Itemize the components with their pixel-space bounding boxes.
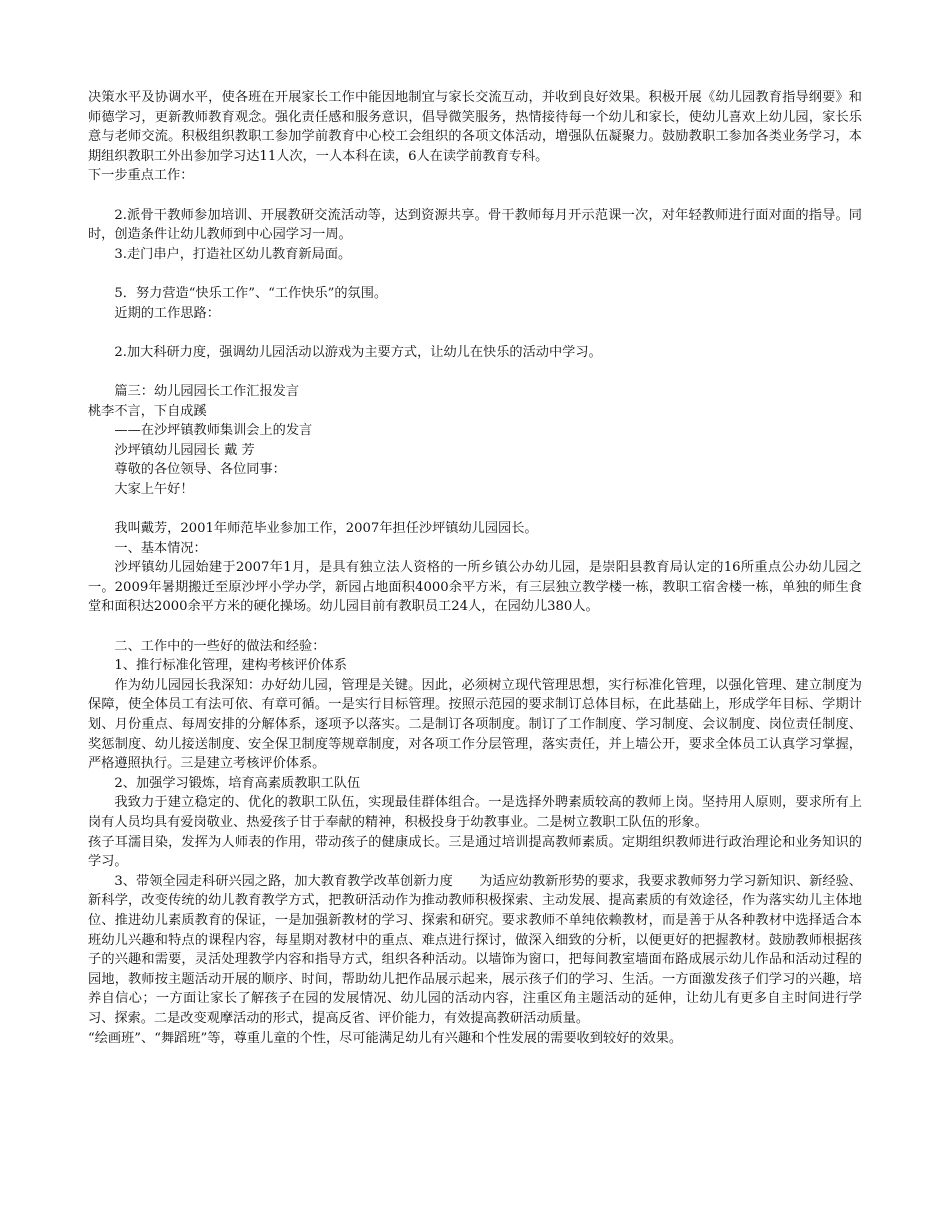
paragraph: 1、推行标准化管理，建构考核评价体系 <box>114 658 347 674</box>
document-page <box>88 88 862 1048</box>
blank-line <box>88 186 862 206</box>
paragraph: 决策水平及协调水平，使各班在开展家长工作中能因地制宜与家长交流互动，并收到良好效果。积极开展《幼儿园教育指导纲要》和师德学习，更新教师教育观念。强化责任感和服务意识，倡导微笑服务，热情接待每一个幼儿和家长，使幼儿喜欢上幼儿园，家长乐意与老师交流。积极组织教职工参加学前教育中心校工会组织的各项文体活动，增强队伍凝聚力。鼓励教职工参加各类业务学习，本期组织教职工外出参加学习达11人次，一人本科在读，6人在读学前教育专科。 <box>88 90 862 164</box>
blank-line <box>88 264 862 284</box>
blank-line <box>88 362 862 382</box>
paragraph: 篇三：幼儿园园长工作汇报发言 <box>114 383 300 399</box>
paragraph: 二、工作中的一些好的做法和经验： <box>114 638 326 654</box>
paragraph: 一、基本情况： <box>114 540 207 556</box>
paragraph: 下一步重点工作： <box>88 168 194 184</box>
paragraph: 沙坪镇幼儿园园长 戴 芳 <box>114 442 255 458</box>
paragraph: 2.派骨干教师参加培训、开展教研交流活动等，达到资源共享。骨干教师每月开示范课一次，对年轻教师进行面对面的指导。同时，创造条件让幼儿教师到中心园学习一周。 <box>88 207 862 243</box>
paragraph: 3.走门串户，打造社区幼儿教育新局面。 <box>114 246 352 262</box>
paragraph: 5．努力营造“快乐工作”、“工作快乐”的氛围。 <box>114 285 388 301</box>
blank-line <box>88 499 862 519</box>
blank-line <box>88 617 862 637</box>
paragraph: 作为幼儿园园长我深知：办好幼儿园，管理是关键。因此，必须树立现代管理思想，实行标准化管理，以强化管理、建立制度为保障，使全体员工有法可依、有章可循。一是实行目标管理。按照示范园的要求制订总体目标，在此基础上，形成学年目标、学期计划、月份重点、每周安排的分解体系，逐项予以落实。二是制订各项制度。制订了工作制度、学习制度、会议制度、岗位责任制度、奖惩制度、幼儿接送制度、安全保卫制度等规章制度，对各项工作分层管理，落实责任，并上墙公开，要求全体员工认真学习掌握，严格遵照执行。三是建立考核评价体系。 <box>88 677 862 772</box>
paragraph: 2.加大科研力度，强调幼儿园活动以游戏为主要方式，让幼儿在快乐的活动中学习。 <box>114 344 602 360</box>
paragraph: 桃李不言，下自成蹊 <box>88 403 207 419</box>
paragraph: “绘画班”、“舞蹈班”等，尊重儿童的个性，尽可能满足幼儿有兴趣和个性发展的需要收到较好的效果。 <box>88 1030 683 1046</box>
blank-line <box>88 323 862 343</box>
paragraph: ——在沙坪镇教师集训会上的发言 <box>114 423 313 439</box>
paragraph: 孩子耳濡目染，发挥为人师表的作用，带动孩子的健康成长。三是通过培训提高教师素质。定期组织教师进行政治理论和业务知识的学习。 <box>88 834 862 870</box>
paragraph: 我叫戴芳，2001年师范毕业参加工作，2007年担任沙坪镇幼儿园园长。 <box>114 521 538 537</box>
paragraph: 近期的工作思路： <box>114 305 220 321</box>
paragraph: 尊敬的各位领导、各位同事： <box>114 462 286 478</box>
paragraph: 沙坪镇幼儿园始建于2007年1月，是具有独立法人资格的一所乡镇公办幼儿园，是崇阳县教育局认定的16所重点公办幼儿园之一。2009年暑期搬迁至原沙坪小学办学，新园占地面积4000余平方米，有三层独立教学楼一栋，教职工宿舍楼一栋，单独的师生食堂和面积达2000余平方米的硬化操场。幼儿园目前有教职员工24人，在园幼儿380人。 <box>88 560 862 615</box>
paragraph: 3、带领全园走科研兴园之路，加大教育教学改革创新力度 为适应幼教新形势的要求，我要求教师努力学习新知识、新经验、新科学，改变传统的幼儿教育教学方式，把教研活动作为推动教师积极探索、主动发展、提高素质的有效途径，作为落实幼儿主体地位、推进幼儿素质教育的保证，一是加强新教材的学习、探索和研究。要求教师不单纯依赖教材，而是善于从各种教材中选择适合本班幼儿兴趣和特点的课程内容，每星期对教材中的重点、难点进行探讨，做深入细致的分析，以便更好的把握教材。鼓励教师根据孩子的兴趣和需要，灵活处理教学内容和指导方式，组织各种活动。以墙饰为窗口，把每间教室墙面布路成展示幼儿作品和活动过程的园地，教师按主题活动开展的顺序、时间，帮助幼儿把作品展示起来，展示孩子们的学习、生活。一方面激发孩子们学习的兴趣，培养自信心；一方面让家长了解孩子在园的发展情况、幼儿园的活动内容，注重区角主题活动的延伸，让幼儿有更多自主时间进行学习、探索。二是改变观摩活动的形式，提高反省、评价能力，有效提高教研活动质量。 <box>88 873 862 1026</box>
paragraph: 大家上午好！ <box>114 481 194 497</box>
paragraph: 2、加强学习锻炼，培育高素质教职工队伍 <box>114 775 361 791</box>
paragraph: 我致力于建立稳定的、优化的教职工队伍，实现最佳群体组合。一是选择外聘素质较高的教师上岗。坚持用人原则，要求所有上岗有人员均具有爱岗敬业、热爱孩子甘于奉献的精神，积极投身于幼教事业。二是树立教职工队伍的形象。 <box>88 795 862 830</box>
